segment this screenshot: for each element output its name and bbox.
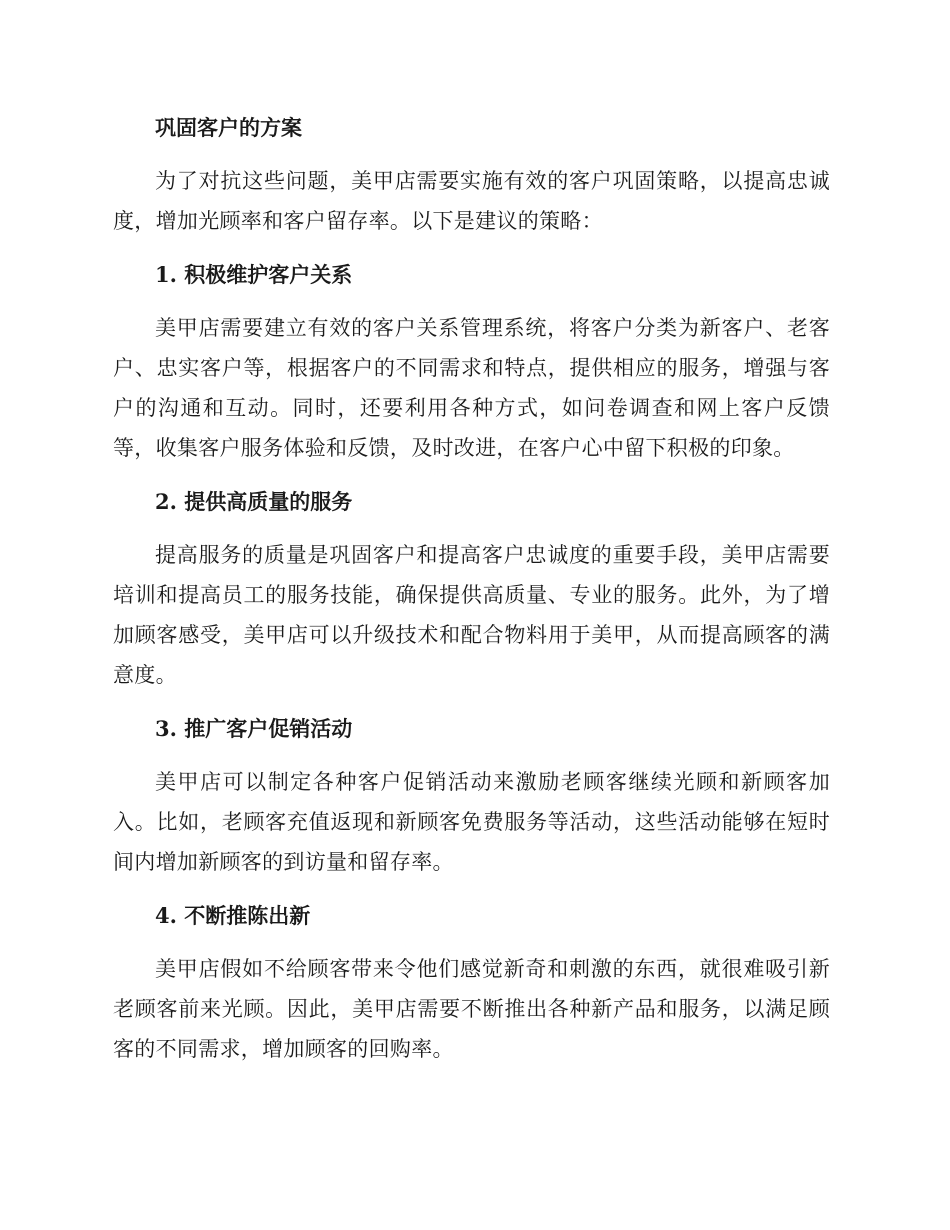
section-heading-2: 2. 提供高质量的服务 bbox=[155, 489, 353, 514]
section-body-2: 提高服务的质量是巩固客户和提高客户忠诚度的重要手段，美甲店需要培训和提高员工的服务技能，确保提供高质量、专业的服务。此外，为了增加顾客感受，美甲店可以升级技术和配合物料用于美甲，从而提高顾客的满意度。 bbox=[113, 543, 830, 687]
section-heading-4: 4. 不断推陈出新 bbox=[155, 903, 311, 928]
section-body-3: 美甲店可以制定各种客户促销活动来激励老顾客继续光顾和新顾客加入。比如，老顾客充值返现和新顾客免费服务等活动，这些活动能够在短时间内增加新顾客的到访量和留存率。 bbox=[113, 770, 830, 874]
section-heading-1: 1. 积极维护客户关系 bbox=[155, 262, 353, 287]
document-title: 巩固客户的方案 bbox=[155, 115, 302, 140]
intro-paragraph: 为了对抗这些问题，美甲店需要实施有效的客户巩固策略，以提高忠诚度，增加光顾率和客户留存率。以下是建议的策略： bbox=[113, 169, 830, 233]
section-body-4: 美甲店假如不给顾客带来令他们感觉新奇和刺激的东西，就很难吸引新老顾客前来光顾。因此，美甲店需要不断推出各种新产品和服务，以满足顾客的不同需求，增加顾客的回购率。 bbox=[113, 957, 830, 1061]
section-body-1: 美甲店需要建立有效的客户关系管理系统，将客户分类为新客户、老客户、忠实客户等，根据客户的不同需求和特点，提供相应的服务，增强与客户的沟通和互动。同时，还要利用各种方式，如问卷调查和网上客户反馈等，收集客户服务体验和反馈，及时改进，在客户心中留下积极的印象。 bbox=[113, 316, 830, 460]
section-heading-3: 3. 推广客户促销活动 bbox=[155, 716, 353, 741]
